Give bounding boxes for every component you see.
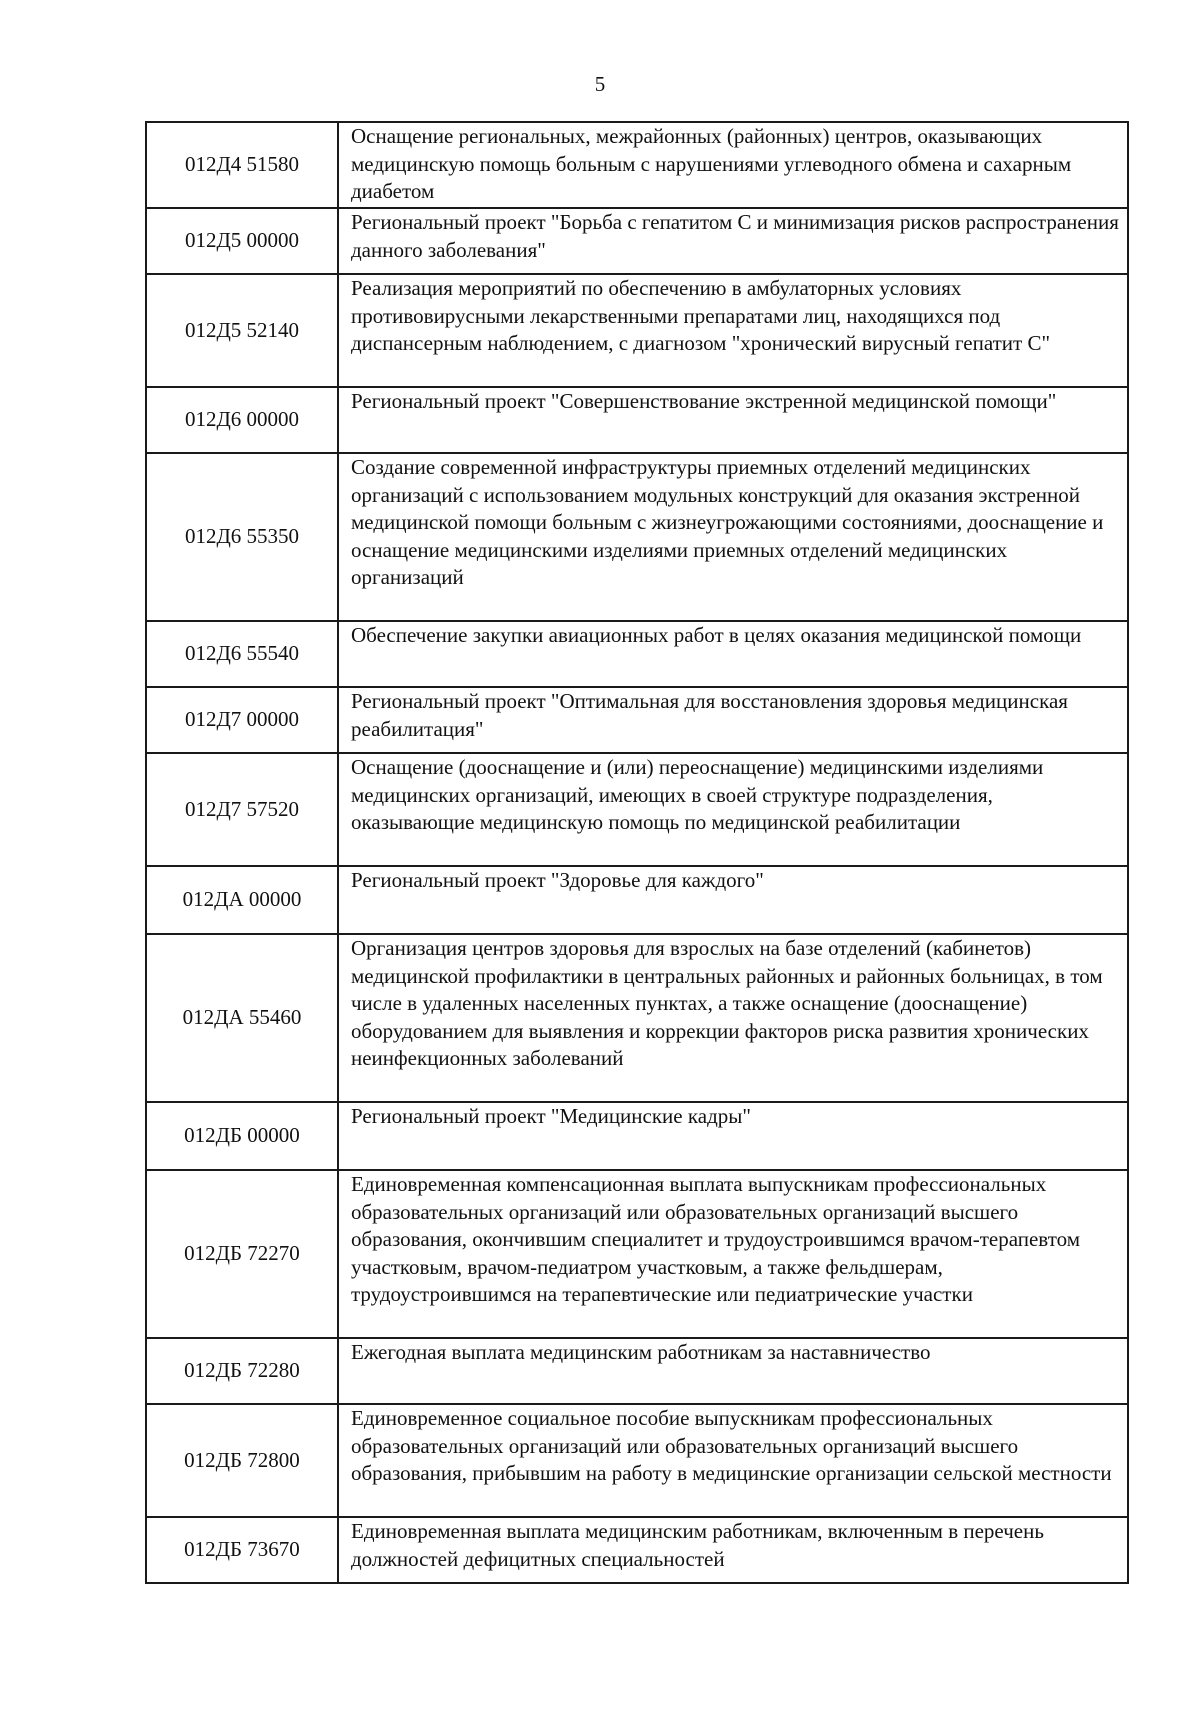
row-code: 012Д5 00000 xyxy=(146,208,338,274)
table-row xyxy=(146,122,1128,208)
budget-codes-table xyxy=(145,121,1129,1584)
table-row xyxy=(146,753,1128,866)
row-description: Единовременное социальное пособие выпускникам профессиональных образовательных организаций или образовательных организаций высшего образования, прибывшим на работу в медицинские организации сельской местности xyxy=(338,1404,1128,1517)
row-description: Организация центров здоровья для взрослых на базе отделений (кабинетов) медицинской профилактики в центральных районных и районных больницах, в том числе в удаленных населенных пунктах, а также оснащение (дооснащение) оборудованием для выявления и коррекции факторов риска развития хронических неинфекционных заболеваний xyxy=(338,934,1128,1102)
row-description: Региональный проект "Борьба с гепатитом С и минимизация рисков распространения данного заболевания" xyxy=(338,208,1128,274)
row-description: Реализация мероприятий по обеспечению в амбулаторных условиях противовирусными лекарственными препаратами лиц, находящихся под диспансерным наблюдением, с диагнозом "хронический вирусный гепатит С" xyxy=(338,274,1128,387)
row-description: Единовременная выплата медицинским работникам, включенным в перечень должностей дефицитных специальностей xyxy=(338,1517,1128,1583)
row-code: 012Д6 55350 xyxy=(146,453,338,621)
row-description: Региональный проект "Совершенствование экстренной медицинской помощи" xyxy=(338,387,1128,453)
row-description: Региональный проект "Здоровье для каждого" xyxy=(338,866,1128,934)
table-row xyxy=(146,274,1128,387)
row-description: Ежегодная выплата медицинским работникам за наставничество xyxy=(338,1338,1128,1404)
table-row xyxy=(146,621,1128,687)
row-code: 012Д4 51580 xyxy=(146,122,338,208)
row-code: 012ДБ 72280 xyxy=(146,1338,338,1404)
table-row xyxy=(146,1338,1128,1404)
row-code: 012ДА 55460 xyxy=(146,934,338,1102)
row-code: 012Д7 57520 xyxy=(146,753,338,866)
table-row xyxy=(146,1170,1128,1338)
row-code: 012Д7 00000 xyxy=(146,687,338,753)
row-code: 012ДА 00000 xyxy=(146,866,338,934)
row-description: Единовременная компенсационная выплата выпускникам профессиональных образовательных организаций или образовательных организаций высшего образования, окончившим специалитет и трудоустроившимся врачом-терапевтом участковым, врачом-педиатром участковым, а также фельдшерам, трудоустроившимся на терапевтические или педиатрические участки xyxy=(338,1170,1128,1338)
table-row xyxy=(146,934,1128,1102)
table-row xyxy=(146,866,1128,934)
page-number: 5 xyxy=(594,72,606,96)
table-row xyxy=(146,208,1128,274)
row-code: 012ДБ 72270 xyxy=(146,1170,338,1338)
row-description: Оснащение региональных, межрайонных (районных) центров, оказывающих медицинскую помощь больным с нарушениями углеводного обмена и сахарным диабетом xyxy=(338,122,1128,208)
row-description: Региональный проект "Медицинские кадры" xyxy=(338,1102,1128,1170)
row-code: 012Д6 55540 xyxy=(146,621,338,687)
table-row xyxy=(146,1517,1128,1583)
table-row xyxy=(146,687,1128,753)
row-description: Региональный проект "Оптимальная для восстановления здоровья медицинская реабилитация" xyxy=(338,687,1128,753)
row-code: 012Д6 00000 xyxy=(146,387,338,453)
row-description: Оснащение (дооснащение и (или) переоснащение) медицинскими изделиями медицинских организаций, имеющих в своей структуре подразделения, оказывающие медицинскую помощь по медицинской реабилитации xyxy=(338,753,1128,866)
row-code: 012ДБ 00000 xyxy=(146,1102,338,1170)
table-row xyxy=(146,1102,1128,1170)
table-row xyxy=(146,387,1128,453)
table-row xyxy=(146,1404,1128,1517)
table-row xyxy=(146,453,1128,621)
row-code: 012ДБ 72800 xyxy=(146,1404,338,1517)
row-description: Обеспечение закупки авиационных работ в целях оказания медицинской помощи xyxy=(338,621,1128,687)
row-code: 012Д5 52140 xyxy=(146,274,338,387)
row-code: 012ДБ 73670 xyxy=(146,1517,338,1583)
row-description: Создание современной инфраструктуры приемных отделений медицинских организаций с использованием модульных конструкций для оказания экстренной медицинской помощи больным с жизнеугрожающими состояниями, дооснащение и оснащение медицинскими изделиями приемных отделений медицинских организаций xyxy=(338,453,1128,621)
